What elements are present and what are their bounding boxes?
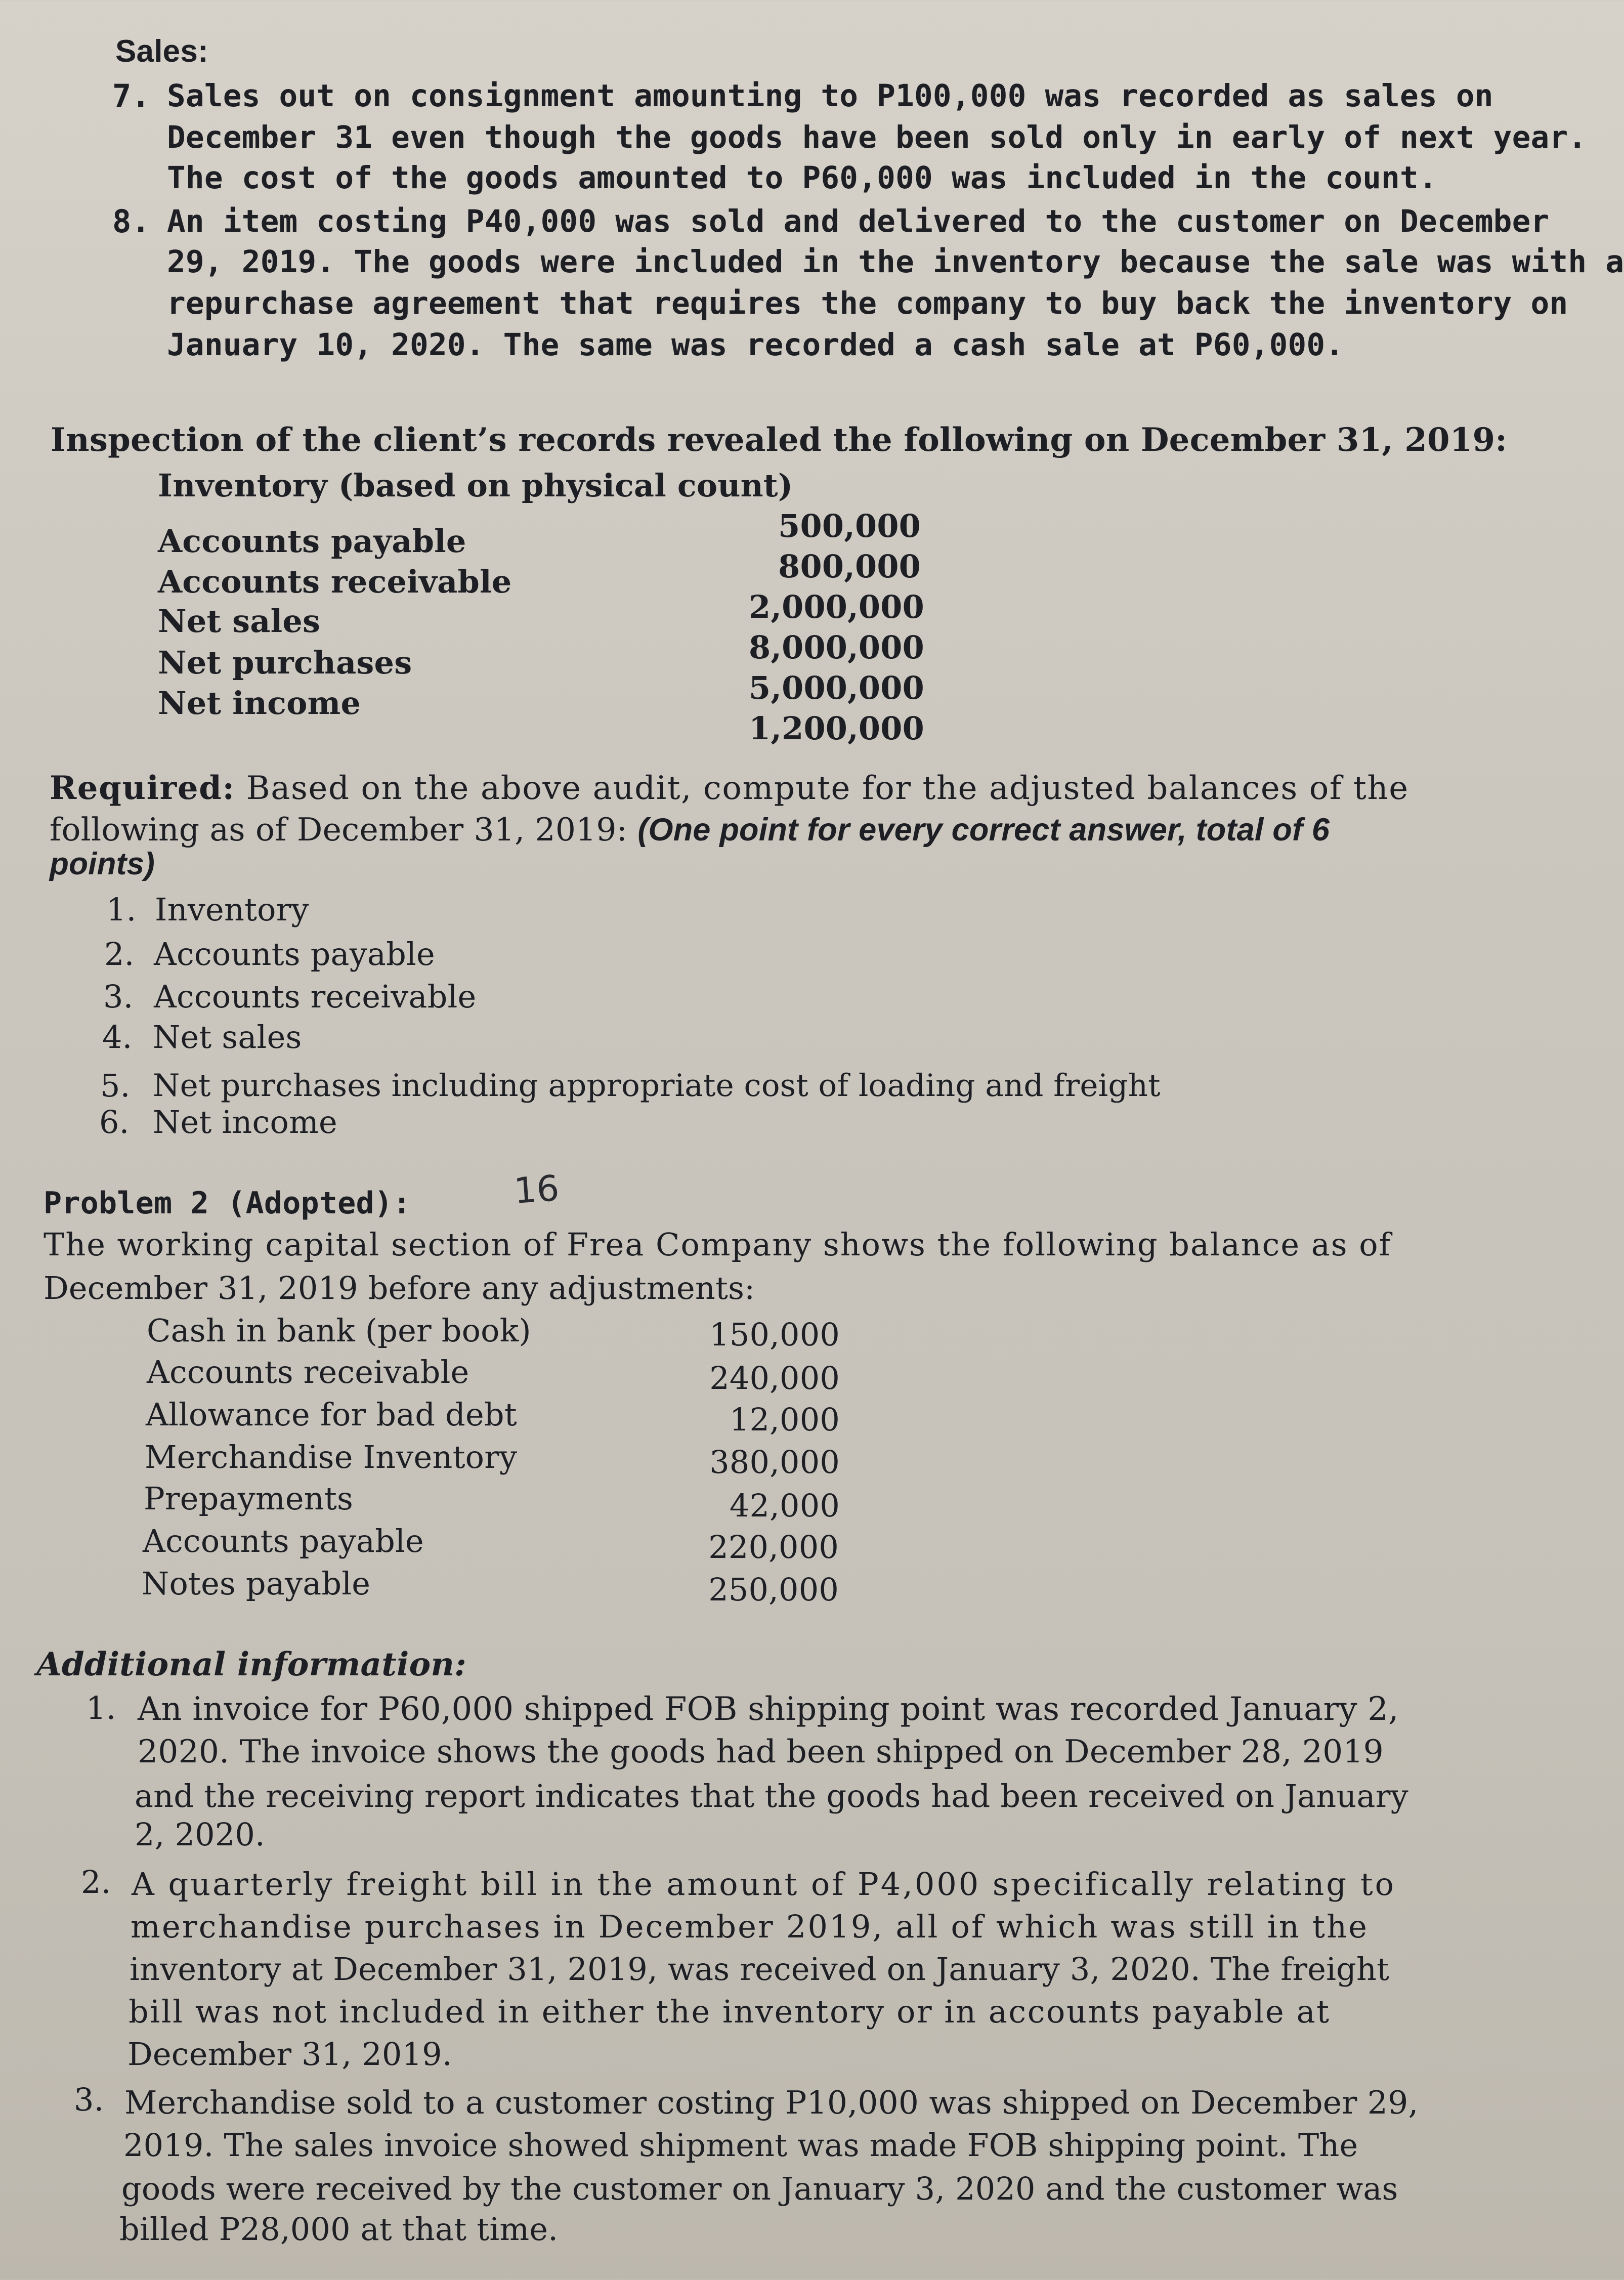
balance-label: Accounts payable <box>143 1523 424 1559</box>
balance-label: Allowance for bad debt <box>146 1396 517 1433</box>
problem-2-heading: Problem 2 (Adopted): <box>44 1186 411 1221</box>
handwritten-note: 16 <box>512 1167 561 1212</box>
inspection-value: 5,000,000 <box>749 669 924 706</box>
inspection-value: 2,000,000 <box>749 588 924 625</box>
additional-item-3-line-3: goods were received by the customer on January 3, 2020 and the customer was <box>121 2170 1398 2207</box>
required-text-1: Based on the above audit, compute for the adjusted balances of the <box>246 770 1409 807</box>
inspection-label: Net sales <box>158 603 321 640</box>
problem-2-intro-1: The working capital section of Frea Company shows the following balance as of <box>44 1226 1392 1263</box>
balance-value: 220,000 <box>708 1529 839 1566</box>
inspection-label: Accounts receivable <box>158 563 512 600</box>
item-7-line-3: The cost of the goods amounted to P60,000 was included in the count. <box>167 160 1437 196</box>
additional-item-1-line-3: and the receiving report indicates that the goods had been received on January <box>135 1778 1408 1814</box>
sales-heading: Sales: <box>115 34 208 69</box>
balance-label: Cash in bank (per book) <box>147 1312 531 1349</box>
required-item-text: Net income <box>153 1104 337 1141</box>
required-item-text: Accounts payable <box>154 936 435 973</box>
required-item-number: 2. <box>104 936 135 973</box>
required-item-number: 4. <box>102 1019 133 1055</box>
balance-value: 12,000 <box>729 1401 840 1438</box>
item-8-line-2: 29, 2019. The goods were included in the inventory because the sale was with a <box>167 244 1624 280</box>
required-item-number: 5. <box>100 1067 131 1104</box>
required-item-number: 1. <box>106 891 137 928</box>
inspection-label: Accounts payable <box>158 523 466 560</box>
balance-label: Notes payable <box>142 1565 371 1602</box>
item-7-number: 7. <box>112 77 151 114</box>
required-line-1 <box>50 768 1409 809</box>
balance-value: 250,000 <box>708 1571 839 1608</box>
balance-label: Merchandise Inventory <box>145 1439 518 1475</box>
item-8-line-4: January 10, 2020. The same was recorded a cash sale at P60,000. <box>167 327 1344 363</box>
additional-item-3-line-4: billed P28,000 at that time. <box>119 2211 559 2248</box>
additional-item-1-line-1: An invoice for P60,000 shipped FOB shipping point was recorded January 2, <box>138 1691 1399 1728</box>
balance-value: 150,000 <box>709 1316 840 1353</box>
balance-value: 380,000 <box>709 1444 840 1481</box>
additional-item-2-line-2: merchandise purchases in December 2019, all of which was still in the <box>131 1908 1369 1945</box>
additional-heading: Additional information: <box>36 1645 466 1683</box>
required-line-2 <box>50 810 1330 850</box>
problem-2-intro-2: December 31, 2019 before any adjustments: <box>44 1270 755 1306</box>
balance-label: Prepayments <box>144 1480 354 1517</box>
additional-item-2-line-3: inventory at December 31, 2019, was received on January 3, 2020. The freight <box>130 1951 1390 1988</box>
required-emphasis-end: points) <box>50 847 155 881</box>
additional-item-2-line-5: December 31, 2019. <box>127 2036 452 2073</box>
balance-label: Accounts receivable <box>147 1354 469 1390</box>
additional-item-3-number: 3. <box>74 2081 104 2118</box>
balance-value: 42,000 <box>729 1487 840 1524</box>
inspection-label: Net purchases <box>158 644 412 681</box>
required-item-text: Inventory <box>155 891 309 928</box>
additional-item-1-line-2: 2020. The invoice shows the goods had been shipped on December 28, 2019 <box>138 1733 1384 1770</box>
inspection-value: 500,000 <box>778 508 921 544</box>
required-item-number: 6. <box>99 1104 130 1141</box>
item-8-line-3: repurchase agreement that requires the company to buy back the inventory on <box>167 285 1568 321</box>
inspection-value: 1,200,000 <box>749 710 924 747</box>
additional-item-1-line-4: 2, 2020. <box>135 1816 265 1853</box>
additional-item-2-number: 2. <box>81 1864 111 1901</box>
item-7-line-2: December 31 even though the goods have been sold only in early of next year. <box>167 119 1587 155</box>
inspection-intro: Inspection of the client’s records revealed the following on December 31, 2019: <box>51 421 1508 459</box>
inspection-value: 800,000 <box>778 548 921 585</box>
required-text-2: following as of December 31, 2019: <box>50 811 638 848</box>
inspection-value: 8,000,000 <box>749 629 924 666</box>
inspection-label: Net income <box>158 685 361 722</box>
required-item-text: Net sales <box>153 1019 302 1055</box>
balance-value: 240,000 <box>709 1360 840 1397</box>
required-label: Required: <box>50 769 235 807</box>
required-item-number: 3. <box>103 978 134 1015</box>
additional-item-3-line-1: Merchandise sold to a customer costing P10,000 was shipped on December 29, <box>124 2084 1419 2121</box>
required-item-text: Net purchases including appropriate cost of loading and freight <box>153 1068 1161 1104</box>
required-item-text: Accounts receivable <box>154 978 477 1015</box>
additional-item-3-line-2: 2019. The sales invoice showed shipment was made FOB shipping point. The <box>123 2127 1358 2164</box>
additional-item-1-number: 1. <box>86 1690 116 1726</box>
item-8-number: 8. <box>112 203 151 240</box>
inspection-label: Inventory (based on physical count) <box>158 467 793 504</box>
additional-item-2-line-4: bill was not included in either the inventory or in accounts payable at <box>129 1993 1331 2030</box>
required-emphasis: (One point for every correct answer, total of 6 <box>637 812 1330 848</box>
item-8-line-1: An item costing P40,000 was sold and delivered to the customer on December <box>167 203 1550 239</box>
additional-item-2-line-1: A quarterly freight bill in the amount of P4,000 specifically relating to <box>132 1866 1396 1903</box>
item-7-line-1: Sales out on consignment amounting to P100,000 was recorded as sales on <box>167 78 1493 114</box>
